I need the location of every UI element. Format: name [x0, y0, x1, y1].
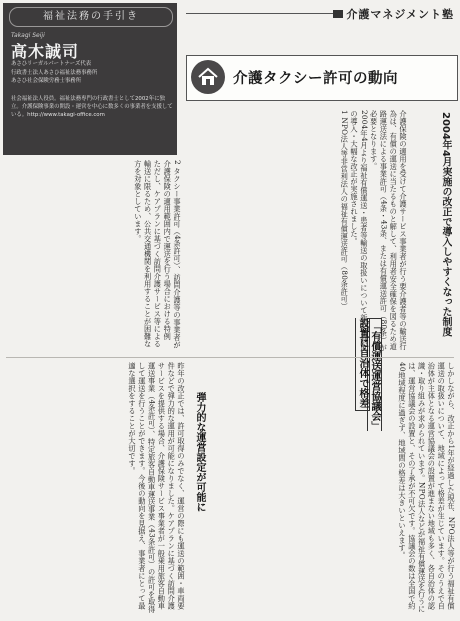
author-title-line: あさひ社会保険労務士事務所: [11, 78, 82, 85]
header-rule: [186, 13, 336, 14]
paragraph: 2004年4月より福祉有償運送・患者等輸送の取扱いについて新たな制度の導入・大幅な改正が実施されました。: [350, 110, 369, 352]
author-name: 高木誠司: [11, 42, 80, 61]
series-tag: [333, 6, 454, 21]
author-romaji: Takagi Seiji: [11, 32, 45, 39]
article-lead: 2004年4月実施の改正で導入しやすくなった制度: [440, 112, 451, 337]
section-2-body: 昨年の改正では、許可取得のみでなく、運営の際にも運送の範囲・車両要件などで弾力的な運用が可能になりました。ケアプランに基づく訪問介護サービスを提供する場合、介護保険サービス事業者が一般乗用旅客自動車運送事業（4条許可）、特定旅客自動車運送事業（43条許可）の許可を取得して運送を行うことができます。今後の動向を見据え、事業者にとって最適な選択をすることが大切です。: [128, 362, 186, 614]
paragraph: 2 タクシー事業許可（4条許可）、訪問介護等の事業者が介護保険の適用範囲内で運送を行う場合における特例: [163, 160, 182, 349]
tier-divider: [6, 357, 454, 358]
paragraph: 1 NPO法人等非営利法人の福祉有償運送許可（80条許可）: [340, 110, 350, 311]
section-heading-1: 「有償運送運営協議会」設置に自治体で格差: [357, 318, 380, 431]
article-title-bar: [186, 55, 458, 101]
section-1-body: しかしながら、改正から1年が経過した現在、NPO法人等が行う福祉有償運送の取扱いについて、地域によって格差が生じています。そのうえで自治体が主体となる運営協議会の設置が進まない地域も多く、各自治体の認識・取り組みが求められています。NPO法人などが福祉有償運送を行うには、運営協議会の設置と、その了承が不可欠です。協議会の数は全国で約40地域程度に過ぎず、地域間の格差は大きいといえます。: [398, 362, 456, 613]
paragraph: 介護保険の適用を受けて介護サービス事業者が行う要介護者等の輸送行為は、有償の運送に当たるものと解して、利用者安全確保を図るため道路運送法による事業許可（4条・43条、または有償運送許可（80条）が必要となります。: [369, 110, 408, 352]
author-titles: [11, 60, 97, 86]
article-body-upper-left: [6, 160, 182, 352]
paragraph: ただし、ケアプランに基づく訪問介護サービス等による輸送に限るため、公共交通機関を利用することが困難な方を対象としています。: [133, 160, 163, 348]
series-mark-icon: [333, 10, 343, 18]
author-bio: 社会福祉法人役員。福祉法務専門の行政書士として2002年に独立。介護保険事業の開設・運営を中心に数多くの事業者を支援している。http://www.takagi-office.com: [11, 96, 173, 119]
series-tag-label: 介護マネジメント塾: [346, 7, 454, 21]
house-icon: [191, 60, 225, 94]
section-heading-2: 弾力的な運営設定が可能に: [194, 392, 205, 512]
column-title: 福祉法務の手引き: [9, 7, 173, 27]
author-title-line: あさひリーガルパートナーズ代表: [11, 61, 92, 67]
article-title: 介護タクシー許可の動向: [233, 71, 398, 87]
author-title-line: 行政書士法人あさひ福祉法務事務所: [11, 69, 98, 76]
author-profile: [3, 3, 177, 155]
